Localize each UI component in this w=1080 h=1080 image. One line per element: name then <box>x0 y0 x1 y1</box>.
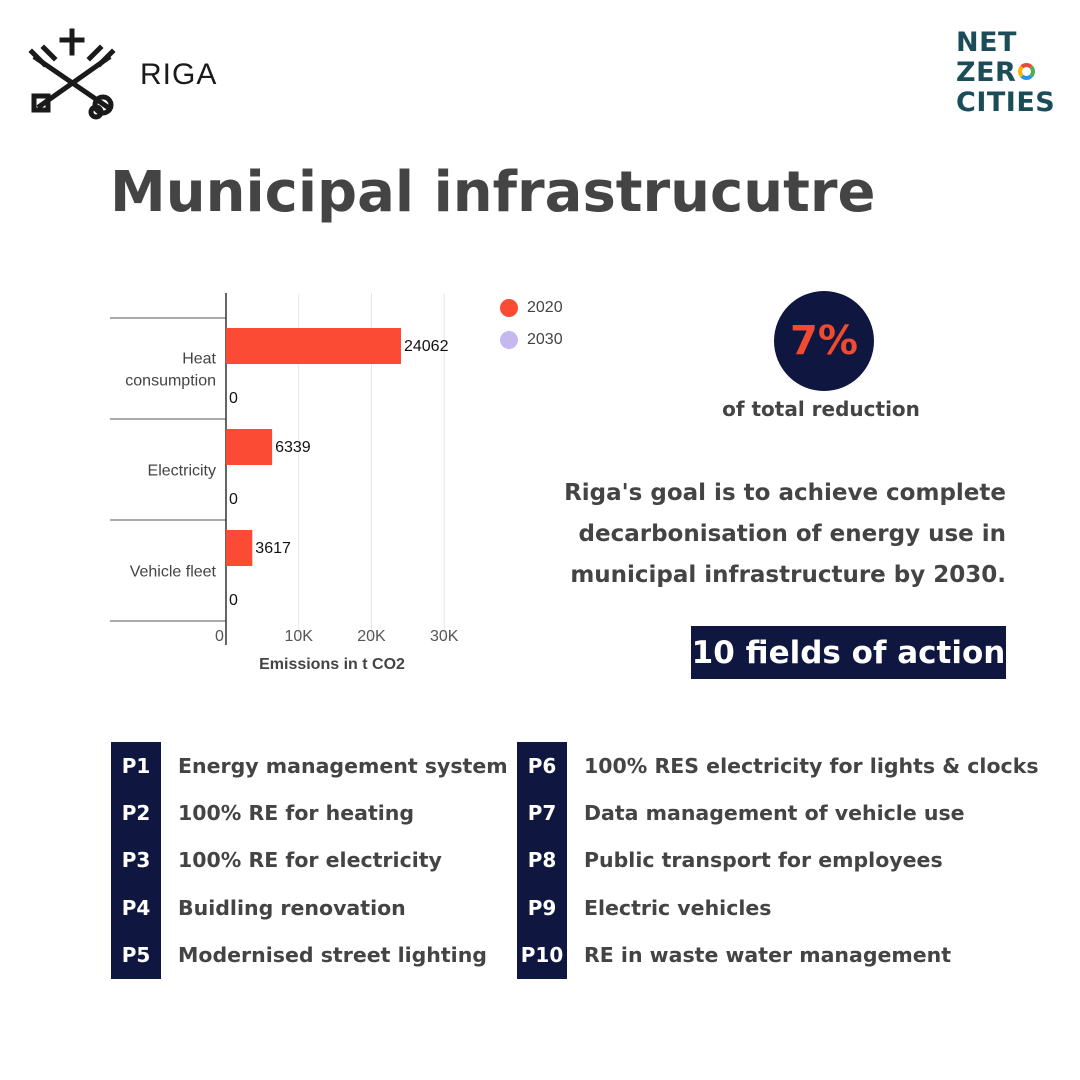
action-item <box>517 789 1039 836</box>
logo-line-net: NET <box>956 27 1017 58</box>
action-code-badge: P1 <box>111 742 161 789</box>
actions-list-left <box>111 742 508 979</box>
action-code-badge: P3 <box>111 837 161 884</box>
action-item <box>111 837 508 884</box>
x-tick-label: 30K <box>429 628 459 645</box>
action-item <box>517 884 1039 931</box>
bar-2020 <box>226 429 272 465</box>
action-code-badge: P9 <box>517 884 567 931</box>
category-label: Vehicle fleet <box>129 563 216 581</box>
action-text: Energy management system <box>178 753 508 778</box>
legend-swatch <box>500 331 518 349</box>
bar-2020 <box>226 530 252 566</box>
action-text: 100% RES electricity for lights & clocks <box>584 753 1039 778</box>
net-zero-cities-logo <box>956 28 1066 118</box>
bar-value-label: 24062 <box>403 338 449 355</box>
action-text: Electric vehicles <box>584 895 772 920</box>
bar-2020 <box>226 328 401 364</box>
goal-statement: Riga's goal is to achieve complete decarbonisation of energy use in municipal infrastructure by 2030. <box>564 480 1006 588</box>
x-axis-title: Emissions in t CO2 <box>259 656 405 673</box>
legend-swatch <box>500 299 518 317</box>
action-code-badge: P6 <box>517 742 567 789</box>
action-item <box>111 884 508 931</box>
bar-value-label: 0 <box>229 592 238 609</box>
chart-legend <box>500 292 563 356</box>
action-text: Data management of vehicle use <box>584 801 965 826</box>
fields-of-action-badge: 10 fields of action <box>691 626 1006 679</box>
action-code-badge: P2 <box>111 789 161 836</box>
logo-line-zero <box>956 58 1066 88</box>
emissions-bar-chart <box>100 285 480 685</box>
action-text: Buidling renovation <box>178 895 406 920</box>
action-item <box>517 742 1039 789</box>
reduction-stat-circle <box>774 291 874 391</box>
reduction-stat-label: of total reduction <box>722 397 920 421</box>
action-text: Public transport for employees <box>584 848 943 873</box>
city-name: RIGA <box>140 58 218 91</box>
x-tick-label: 10K <box>284 628 313 645</box>
action-code-badge: P7 <box>517 789 567 836</box>
action-item <box>111 742 508 789</box>
riga-crossed-keys-logo <box>24 28 124 120</box>
action-item <box>517 932 1039 979</box>
action-text: 100% RE for electricity <box>178 848 442 873</box>
actions-list-right <box>517 742 1039 979</box>
action-item <box>517 837 1039 884</box>
action-text: RE in waste water management <box>584 943 952 968</box>
legend-item <box>500 324 563 356</box>
colour-ring-icon <box>1018 63 1035 80</box>
action-item <box>111 789 508 836</box>
legend-label: 2020 <box>527 299 563 316</box>
category-label: Heat consumption <box>125 350 216 390</box>
bar-value-label: 0 <box>229 390 238 407</box>
reduction-stat-value: 7% <box>790 318 858 364</box>
logo-line-cities: CITIES <box>956 87 1056 118</box>
legend-label: 2030 <box>527 331 563 348</box>
action-code-badge: P8 <box>517 837 567 884</box>
category-label: Electricity <box>147 462 216 480</box>
action-text: 100% RE for heating <box>178 801 415 826</box>
logo-line-zero-text: ZER <box>956 57 1017 88</box>
bar-value-label: 3617 <box>255 540 291 557</box>
bar-value-label: 0 <box>229 491 238 508</box>
x-tick-label: 0 <box>215 628 224 645</box>
bar-value-label: 6339 <box>275 439 311 456</box>
action-item <box>111 932 508 979</box>
action-code-badge: P4 <box>111 884 161 931</box>
legend-item <box>500 292 563 324</box>
action-code-badge: P5 <box>111 932 161 979</box>
action-code-badge: P10 <box>517 932 567 979</box>
page-title: Municipal infrastrucutre <box>110 160 876 225</box>
action-text: Modernised street lighting <box>178 943 487 968</box>
x-tick-label: 20K <box>357 628 386 645</box>
